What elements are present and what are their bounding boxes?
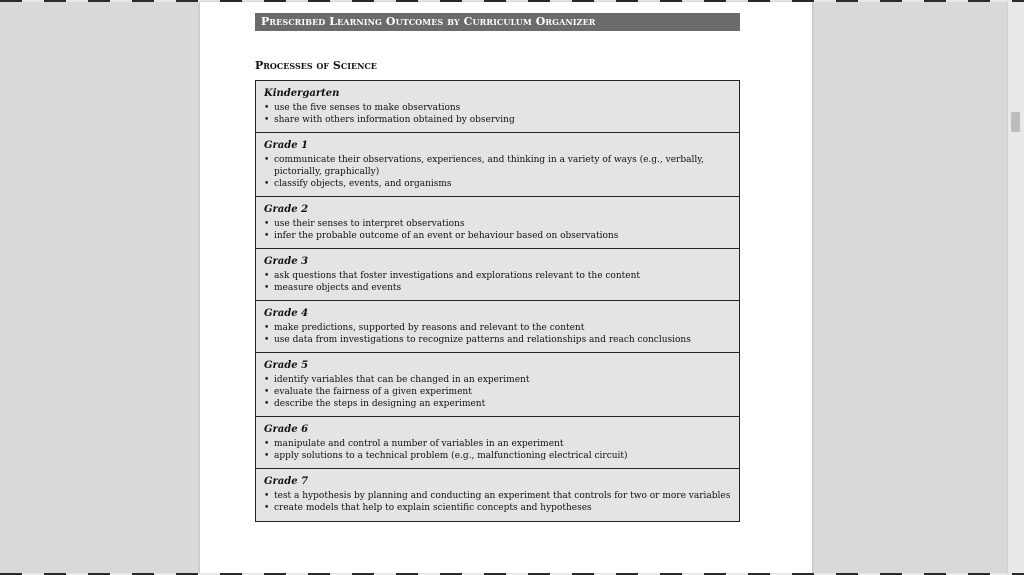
outcome-list (264, 322, 731, 346)
outcome-item: • communicate their observations, experiences, and thinking in a variety of ways (e.g., verbally, pictorially, graphically) (264, 154, 731, 178)
outcome-list (264, 438, 731, 462)
grade-title: Grade 3 (264, 256, 309, 267)
outcome-item: • manipulate and control a number of variables in an experiment (264, 438, 731, 450)
outcome-item: • use the five senses to make observations (264, 102, 731, 114)
outcome-list (264, 490, 731, 514)
outcome-item: • evaluate the fairness of a given experiment (264, 386, 731, 398)
outcome-item: • make predictions, supported by reasons and relevant to the content (264, 322, 731, 334)
grade-title: Grade 2 (264, 204, 309, 215)
outcome-item: • ask questions that foster investigations and explorations relevant to the content (264, 270, 731, 282)
outcome-item: • share with others information obtained by observing (264, 114, 731, 126)
grade-title: Grade 4 (264, 308, 309, 319)
scrollbar-thumb[interactable] (1011, 112, 1020, 132)
outcome-item: • infer the probable outcome of an event or behaviour based on observations (264, 230, 731, 242)
outcome-list (264, 218, 731, 242)
outcome-item: • classify objects, events, and organisms (264, 178, 731, 190)
grade-block (256, 417, 739, 469)
grade-block (256, 249, 739, 301)
outcome-list (264, 154, 731, 190)
outcome-item: • test a hypothesis by planning and conducting an experiment that controls for two or more variables (264, 490, 731, 502)
grade-block (256, 353, 739, 417)
grade-title: Grade 1 (264, 140, 309, 151)
outcome-item: • use data from investigations to recognize patterns and relationships and reach conclusions (264, 334, 731, 346)
outcomes-table (255, 80, 740, 522)
grade-title: Grade 6 (264, 424, 309, 435)
grade-block (256, 133, 739, 197)
grade-title: Kindergarten (264, 88, 340, 99)
outcome-item: • describe the steps in designing an experiment (264, 398, 731, 410)
outcome-list (264, 102, 731, 126)
grade-block (256, 301, 739, 353)
outcome-item: • measure objects and events (264, 282, 731, 294)
page-header-bar: Prescribed Learning Outcomes by Curriculum Organizer (255, 13, 740, 31)
outcome-list (264, 374, 731, 410)
grade-title: Grade 7 (264, 476, 309, 487)
document-page (200, 2, 812, 573)
grade-block (256, 81, 739, 133)
grade-title: Grade 5 (264, 360, 309, 371)
grade-block (256, 469, 739, 521)
outcome-item: • identify variables that can be changed in an experiment (264, 374, 731, 386)
outcome-item: • apply solutions to a technical problem (e.g., malfunctioning electrical circuit) (264, 450, 731, 462)
vertical-scrollbar[interactable] (1007, 2, 1024, 573)
outcome-list (264, 270, 731, 294)
section-title: Processes of Science (255, 59, 377, 72)
grade-block (256, 197, 739, 249)
outcome-item: • use their senses to interpret observations (264, 218, 731, 230)
outcome-item: • create models that help to explain scientific concepts and hypotheses (264, 502, 731, 514)
